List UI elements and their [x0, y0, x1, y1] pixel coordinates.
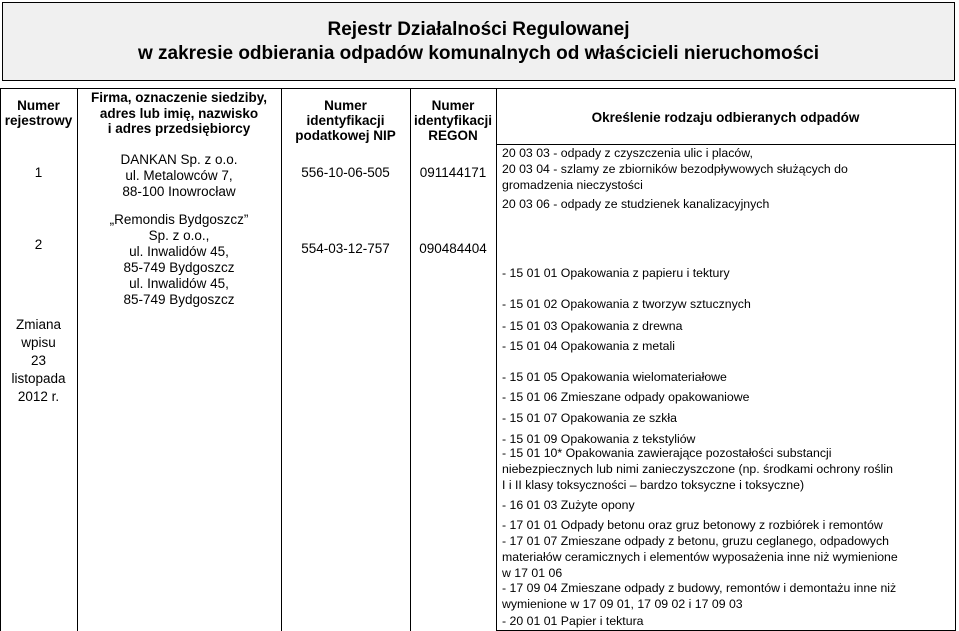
waste-item: - 17 01 07 Zmieszane odpady z betonu, gruzu ceglanego, odpadowych — [502, 534, 889, 548]
waste-item: - 17 01 01 Odpady betonu oraz gruz betonowy z rozbiórek i remontów — [502, 518, 883, 532]
waste-item: wymienione w 17 09 01, 17 09 02 i 17 09 03 — [502, 597, 743, 611]
waste-item: - 15 01 09 Opakowania z tekstyliów — [502, 432, 696, 446]
header-regon: Numer identyfikacji REGON — [413, 98, 493, 143]
row2-regon: 090484404 — [419, 241, 487, 256]
waste-item: w 17 01 06 — [502, 566, 563, 580]
row2-number: 2 — [34, 237, 43, 252]
row2-company: „Remondis Bydgoszcz” Sp. z o.o., ul. Inwalidów 45, 85-749 Bydgoszcz ul. Inwalidów 45, 85-749 Bydgoszcz — [109, 212, 249, 307]
row1-company: DANKAN Sp. z o.o. ul. Metalowców 7, 88-100 Inowrocław — [120, 152, 238, 199]
waste-item: niebezpiecznych lub nimi zanieczyszczone (np. środkami ochrony roślin — [502, 462, 893, 476]
header-register-number: Numer rejestrowy — [4, 98, 73, 128]
waste-item: I i II klasy toksyczności – bardzo toksyczne i toksyczne) — [502, 478, 805, 492]
waste-item: - 20 01 01 Papier i tektura — [502, 614, 644, 628]
register-subtitle: w zakresie odbierania odpadów komunalnych od właścicieli nieruchomości — [137, 43, 820, 64]
row1-regon: 091144171 — [419, 165, 487, 180]
waste-item: - 16 01 03 Zużyte opony — [502, 498, 635, 512]
waste-item: gromadzenia nieczystości — [502, 178, 643, 192]
waste-item: - 15 01 10* Opakowania zawierające pozostałości substancji — [502, 446, 832, 460]
register-title-box — [2, 2, 955, 81]
header-company: Firma, oznaczenie siedziby, adres lub imię, nazwisko i adres przedsiębiorcy — [90, 90, 268, 136]
change-note: Zmiana wpisu 23 listopada 2012 r. — [11, 317, 66, 404]
row2-nip: 554-03-12-757 — [301, 241, 390, 256]
waste-item: 20 03 04 - szlamy ze zbiorników bezodpływowych służących do — [502, 162, 848, 176]
waste-item: - 15 01 02 Opakowania z tworzyw sztucznych — [502, 297, 751, 311]
waste-item: - 15 01 07 Opakowania ze szkła — [502, 411, 677, 425]
waste-item: - 15 01 03 Opakowania z drewna — [502, 319, 683, 333]
register-table — [0, 88, 959, 631]
waste-item: - 17 09 04 Zmieszane odpady z budowy, remontów i demontażu inne niż — [502, 581, 897, 595]
header-nip: Numer identyfikacji podatkowej NIP — [295, 98, 396, 143]
waste-item: 20 03 03 - odpady z czyszczenia ulic i placów, — [502, 146, 753, 160]
waste-item: - 15 01 05 Opakowania wielomateriałowe — [502, 370, 727, 384]
waste-item: - 15 01 01 Opakowania z papieru i tektury — [502, 266, 730, 280]
row1-nip: 556-10-06-505 — [301, 165, 390, 180]
waste-item: materiałów ceramicznych i elementów wyposażenia inne niż wymienione — [502, 550, 898, 564]
waste-item: - 15 01 06 Zmieszane odpady opakowaniowe — [502, 390, 750, 404]
header-waste-types: Określenie rodzaju odbieranych odpadów — [591, 110, 860, 125]
register-title: Rejestr Działalności Regulowanej — [327, 19, 630, 40]
waste-item: 20 03 06 - odpady ze studzienek kanalizacyjnych — [502, 197, 770, 211]
waste-item: - 15 01 04 Opakowania z metali — [502, 339, 675, 353]
row1-number: 1 — [34, 165, 43, 180]
